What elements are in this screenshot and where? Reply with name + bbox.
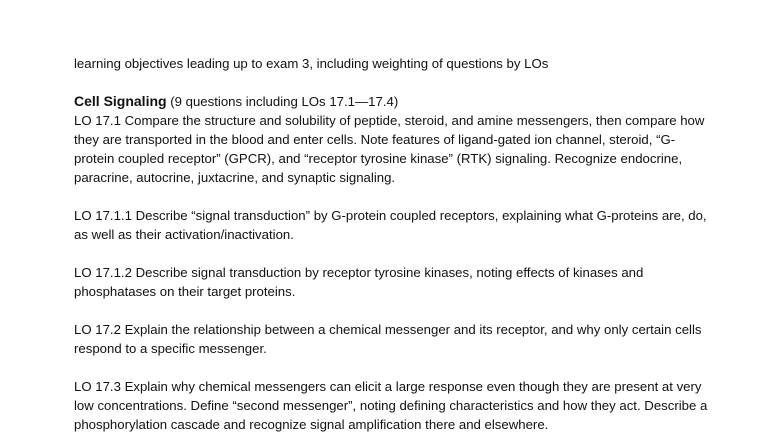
intro-line: learning objectives leading up to exam 3, including weighting of questions by LOs — [74, 56, 549, 71]
section-heading — [74, 92, 714, 111]
objective-17-1: LO 17.1 Compare the structure and solubility of peptide, steroid, and amine messengers, then compare how they are transported in the blood and enter cells. Note features of ligand-gated ion channel, steroid, “G-protein coupled receptor” (GPCR), and “receptor tyrosine kinase” (RTK) signaling. Recognize endocrine, paracrine, autocrine, juxtacrine, and synaptic signaling. — [74, 113, 705, 185]
section-note: (9 questions including LOs 17.1—17.4) — [166, 94, 399, 109]
objective-17-1-1: LO 17.1.1 Describe “signal transduction” by G-protein coupled receptors, explaining what G-proteins are, do, as well as their activation/inactivation. — [74, 208, 707, 242]
objective-17-1-2: LO 17.1.2 Describe signal transduction by receptor tyrosine kinases, noting effects of kinases and phosphatases on their target proteins. — [74, 265, 644, 299]
section-title: Cell Signaling — [74, 93, 167, 109]
document-body — [74, 54, 714, 441]
objective-17-2: LO 17.2 Explain the relationship between a chemical messenger and its receptor, and why only certain cells respond to a specific messenger. — [74, 322, 702, 356]
objective-17-3: LO 17.3 Explain why chemical messengers can elicit a large response even though they are present at very low concentrations. Define “second messenger”, noting defining characteristics and how they act. Describe a phosphorylation cascade and recognize signal amplification there and elsewhere. — [74, 379, 708, 432]
